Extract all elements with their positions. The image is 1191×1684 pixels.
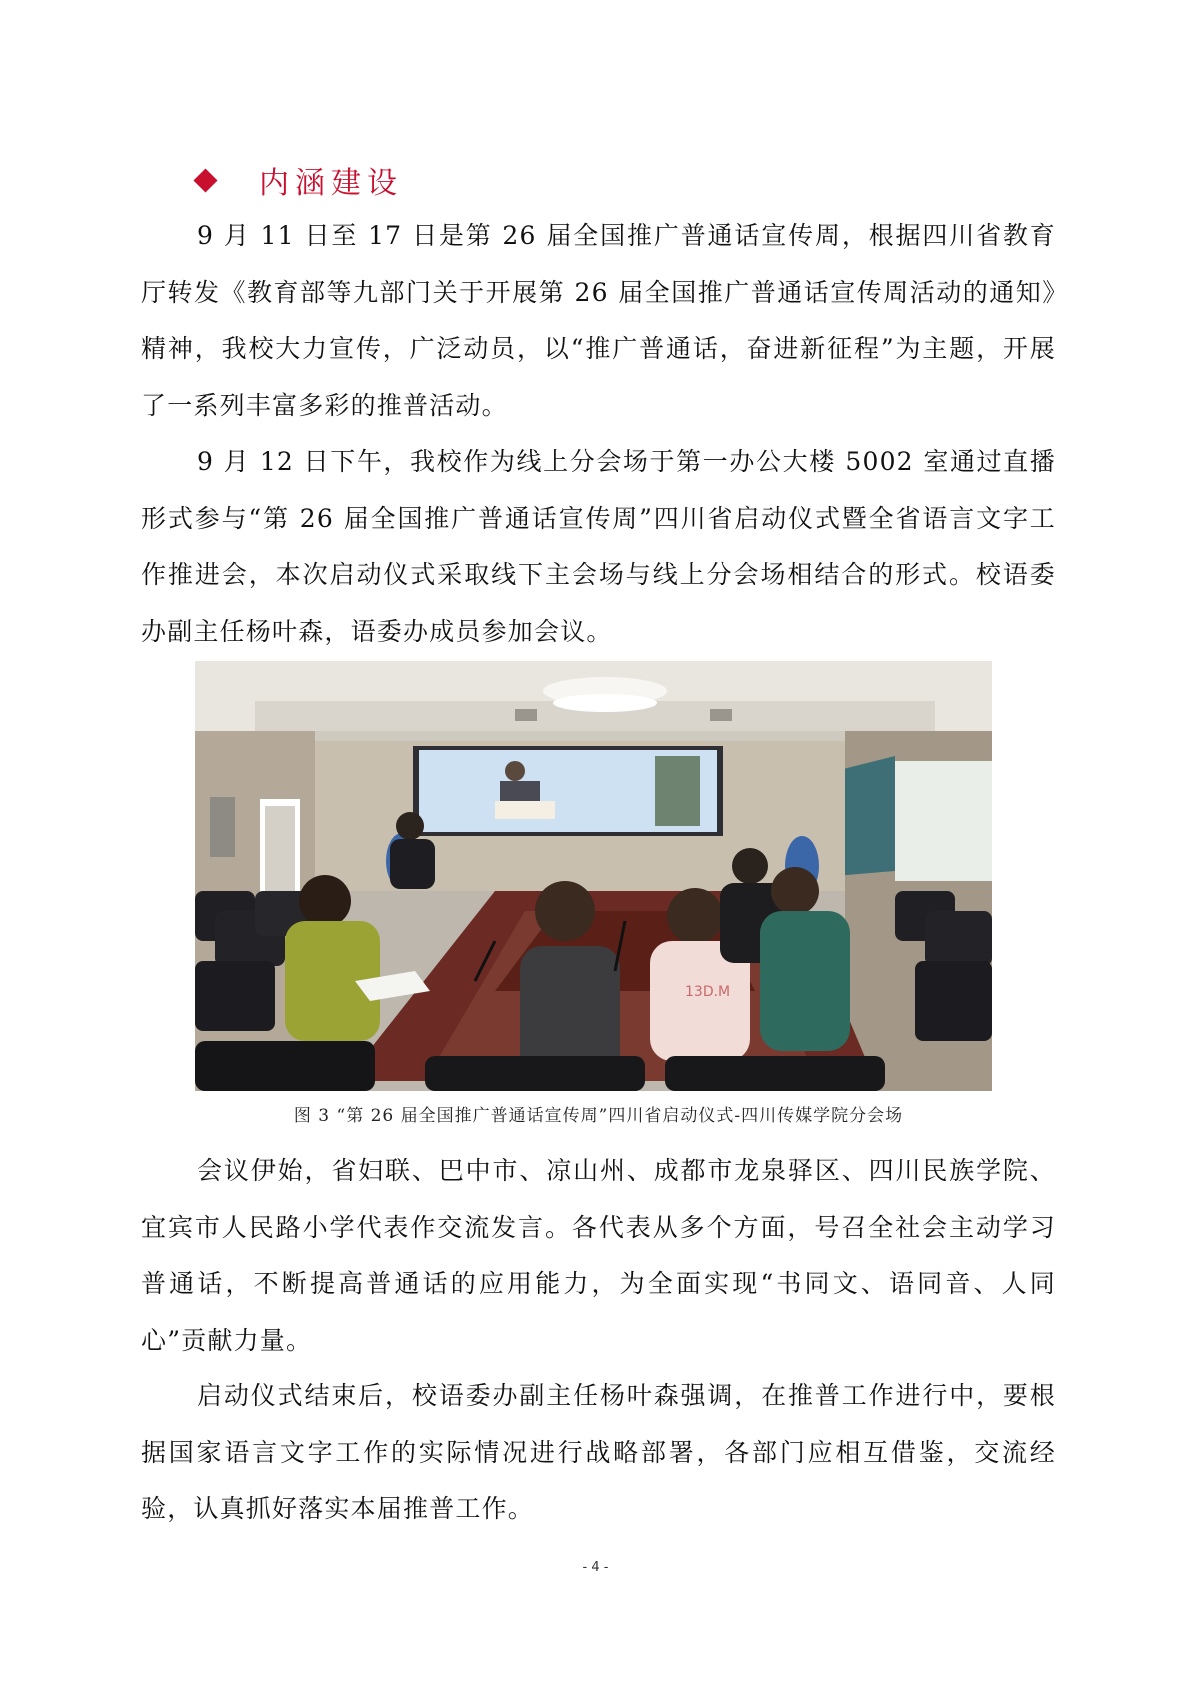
diamond-bullet-icon [193,168,217,192]
paragraph-4: 启动仪式结束后，校语委办副主任杨叶森强调，在推普工作进行中，要根据国家语言文字工作的实际情况进行战略部署，各部门应相互借鉴，交流经验，认真抓好落实本届推普工作。 [141,1381,1056,1523]
paragraph-1: 9 月 11 日至 17 日是第 26 届全国推广普通话宣传周，根据四川省教育厅转发《教育部等九部门关于开展第 26 届全国推广普通话宣传周活动的通知》精神，我校大力宣传，广泛动员，以“推广普通话，奋进新征程”为主题，开展了一系列丰富多彩的推普活动。 [141,221,1056,420]
paragraph-2: 9 月 12 日下午，我校作为线上分会场于第一办公大楼 5002 室通过直播形式参与“第 26 届全国推广普通话宣传周”四川省启动仪式暨全省语言文字工作推进会，本次启动仪式采取线下主会场与线上分会场相结合的形式。校语委办副主任杨叶森，语委办成员参加会议。 [141,447,1056,646]
figure-caption: 图 3 “第 26 届全国推广普通话宣传周”四川省启动仪式-四川传媒学院分会场 [293,1106,904,1126]
section-heading-text: 内涵建设 [259,166,403,201]
meeting-photo [195,661,992,1091]
page-number: - 4 - [582,1560,609,1575]
paragraph-3: 会议伊始，省妇联、巴中市、凉山州、成都市龙泉驿区、四川民族学院、宜宾市人民路小学代表作交流发言。各代表从多个方面，号召全社会主动学习普通话，不断提高普通话的应用能力，为全面实现“书同文、语同音、人同心”贡献力量。 [141,1156,1056,1355]
shirt-print: 13D.M [685,984,731,1000]
section-heading [193,160,403,200]
